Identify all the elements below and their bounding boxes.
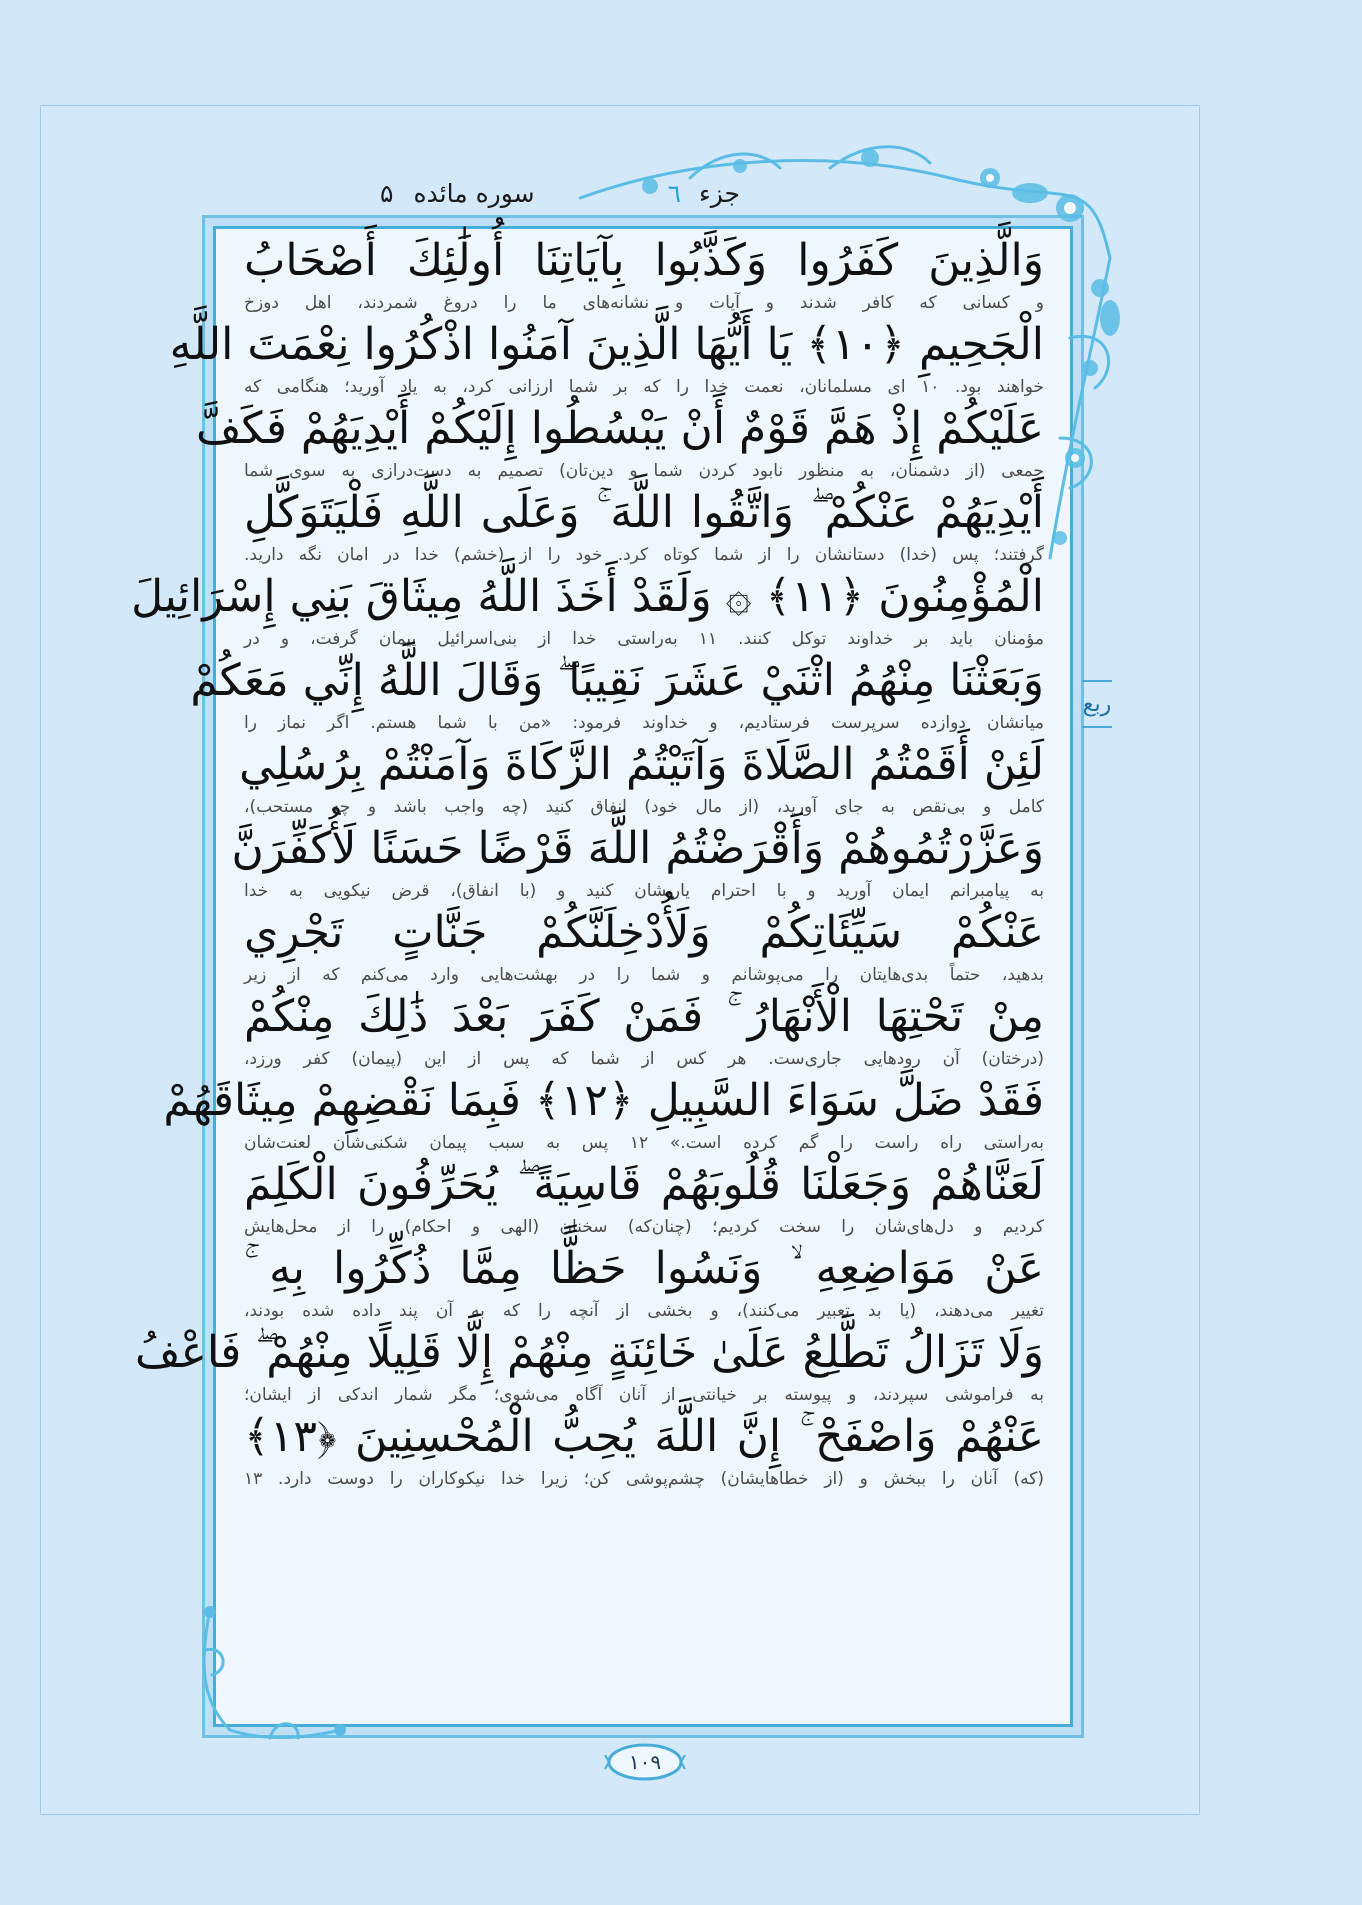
arabic-verse-line: لَعَنَّاهُمْ وَجَعَلْنَا قُلُوبَهُمْ قَاسِيَةً ۖ يُحَرِّفُونَ الْكَلِمَ <box>244 1159 1044 1210</box>
page-number: ۱۰۹ <box>628 1750 662 1774</box>
arabic-verse-line: الْمُؤْمِنُونَ ﴿١١﴾ ۞ وَلَقَدْ أَخَذَ اللَّهُ مِيثَاقَ بَنِي إِسْرَائِيلَ <box>131 571 1044 622</box>
floral-ornament-icon <box>570 138 1130 608</box>
persian-translation-line: به پیامبرانم ایمان آورید و با احترام یاریشان کنید و (با انفاق)، قرض نیکویی به خدا <box>244 881 1044 901</box>
persian-translation-line: گرفتند؛ پس (خدا) دستانشان را از شما کوتاه کرد. خود را از (خشم) خدا در امان نگه دارید. <box>244 545 1044 565</box>
persian-translation-line: مؤمنان باید بر خداوند توکل کنند. ۱۱ به‌راستی خدا از بنی‌اسرائیل پیمان گرفت، و در <box>244 629 1044 649</box>
persian-translation-line: کامل و بی‌نقص به جای آورید، (از مال خود) انفاق کنید (چه واجب باشد و چه مستحب)، <box>244 797 1044 817</box>
arabic-verse-line: عَلَيْكُمْ إِذْ هَمَّ قَوْمٌ أَنْ يَبْسُطُوا إِلَيْكُمْ أَيْدِيَهُمْ فَكَفَّ <box>196 403 1044 454</box>
arabic-verse-line: لَئِنْ أَقَمْتُمُ الصَّلَاةَ وَآتَيْتُمُ الزَّكَاةَ وَآمَنْتُمْ بِرُسُلِي <box>239 739 1044 790</box>
surah-indicator <box>380 179 535 208</box>
arabic-verse-line: وَبَعَثْنَا مِنْهُمُ اثْنَيْ عَشَرَ نَقِيبًا ۖ وَقَالَ اللَّهُ إِنِّي مَعَكُمْ <box>190 655 1044 706</box>
persian-translation-line: جمعی (از دشمنان، به منظور نابود کردن شما و دین‌تان) تصمیم به دست‌درازی به سوی شما <box>244 461 1044 481</box>
surah-number: ۵ <box>380 178 394 208</box>
arabic-verse-line: مِنْ تَحْتِهَا الْأَنْهَارُ ۚ فَمَنْ كَفَرَ بَعْدَ ذَٰلِكَ مِنْكُمْ <box>244 991 1044 1042</box>
persian-translation-line: تغییر می‌دهند، (یا بد تعبیر می‌کنند)، و بخشی از آنچه را که به آن پند داده شده بودند، <box>244 1301 1044 1321</box>
persian-translation-line: میانشان دوازده سرپرست فرستادیم، و خداوند فرمود: «من با شما هستم. اگر نماز را <box>244 713 1044 733</box>
persian-translation-line: به‌راستی راه راست را گم کرده است.» ۱۲ پس به سبب پیمان شکنی‌شان لعنت‌شان <box>244 1133 1044 1153</box>
persian-translation-line: و کسانی که کافر شدند و آیات و نشانه‌های ما را دروغ شمردند، اهل دوزخ <box>244 293 1044 313</box>
juz-number: ٦ <box>667 178 682 208</box>
persian-translation-line: بدهید، حتماً بدی‌هایتان را می‌پوشانم و شما را در بهشت‌هایی وارد می‌کنم که از زیر <box>244 965 1044 985</box>
corner-ornament-icon <box>190 1600 350 1750</box>
arabic-verse-line: وَعَزَّرْتُمُوهُمْ وَأَقْرَضْتُمُ اللَّهَ قَرْضًا حَسَنًا لَأُكَفِّرَنَّ <box>231 823 1044 874</box>
arabic-verse-line: أَيْدِيَهُمْ عَنْكُمْ ۖ وَاتَّقُوا اللَّهَ ۚ وَعَلَى اللَّهِ فَلْيَتَوَكَّلِ <box>244 487 1044 538</box>
persian-translation-line: به فراموشی سپردند، و پیوسته بر خیانتی از آنان آگاه می‌شوی؛ مگر شمار اندکی از ایشان؛ <box>244 1385 1044 1405</box>
arabic-verse-line: عَنْكُمْ سَيِّئَاتِكُمْ وَلَأُدْخِلَنَّكُمْ جَنَّاتٍ تَجْرِي <box>244 907 1044 958</box>
page-number-badge <box>605 1741 685 1783</box>
juz-label: جزء <box>698 178 740 208</box>
arabic-verse-line: عَنْ مَوَاضِعِهِ ۙ وَنَسُوا حَظًّا مِمَّا ذُكِّرُوا بِهِ ۚ <box>244 1243 1044 1294</box>
arabic-verse-line: عَنْهُمْ وَاصْفَحْ ۚ إِنَّ اللَّهَ يُحِبُّ الْمُحْسِنِينَ ﴿١٣﴾ <box>244 1411 1044 1462</box>
arabic-verse-line: الْجَحِيمِ ﴿١٠﴾ يَا أَيُّهَا الَّذِينَ آمَنُوا اذْكُرُوا نِعْمَتَ اللَّهِ <box>169 319 1044 370</box>
persian-translation-line: (درختان) آن رودهایی جاری‌ست. هر کس از شما که پس از این (پیمان) کفر ورزد، <box>244 1049 1044 1069</box>
persian-translation-line: خواهند بود. ۱۰ ای مسلمانان، نعمت خدا را که بر شما ارزانی کرد، به یاد آورید؛ هنگامی که <box>244 377 1044 397</box>
persian-translation-line: (که) آنان را ببخش و (از خطاهایشان) چشم‌پوشی کن؛ زیرا خدا نیکوکاران را دوست دارد. ۱۳ <box>244 1469 1044 1489</box>
arabic-verse-line: وَلَا تَزَالُ تَطَّلِعُ عَلَىٰ خَائِنَةٍ مِنْهُمْ إِلَّا قَلِيلًا مِنْهُمْ ۖ فَاعْفُ <box>135 1327 1044 1378</box>
arabic-verse-line: فَقَدْ ضَلَّ سَوَاءَ السَّبِيلِ ﴿١٢﴾ فَبِمَا نَقْضِهِمْ مِيثَاقَهُمْ <box>163 1075 1044 1126</box>
rub-marker: ربع <box>1082 680 1112 728</box>
arabic-verse-line: وَالَّذِينَ كَفَرُوا وَكَذَّبُوا بِآيَاتِنَا أُولَٰئِكَ أَصْحَابُ <box>244 235 1044 286</box>
surah-label: سوره مائده <box>413 178 535 208</box>
persian-translation-line: کردیم و دل‌های‌شان را سخت کردیم؛ (چنان‌که) سخنان (الهی و احکام) را از محل‌هایش <box>244 1217 1044 1237</box>
